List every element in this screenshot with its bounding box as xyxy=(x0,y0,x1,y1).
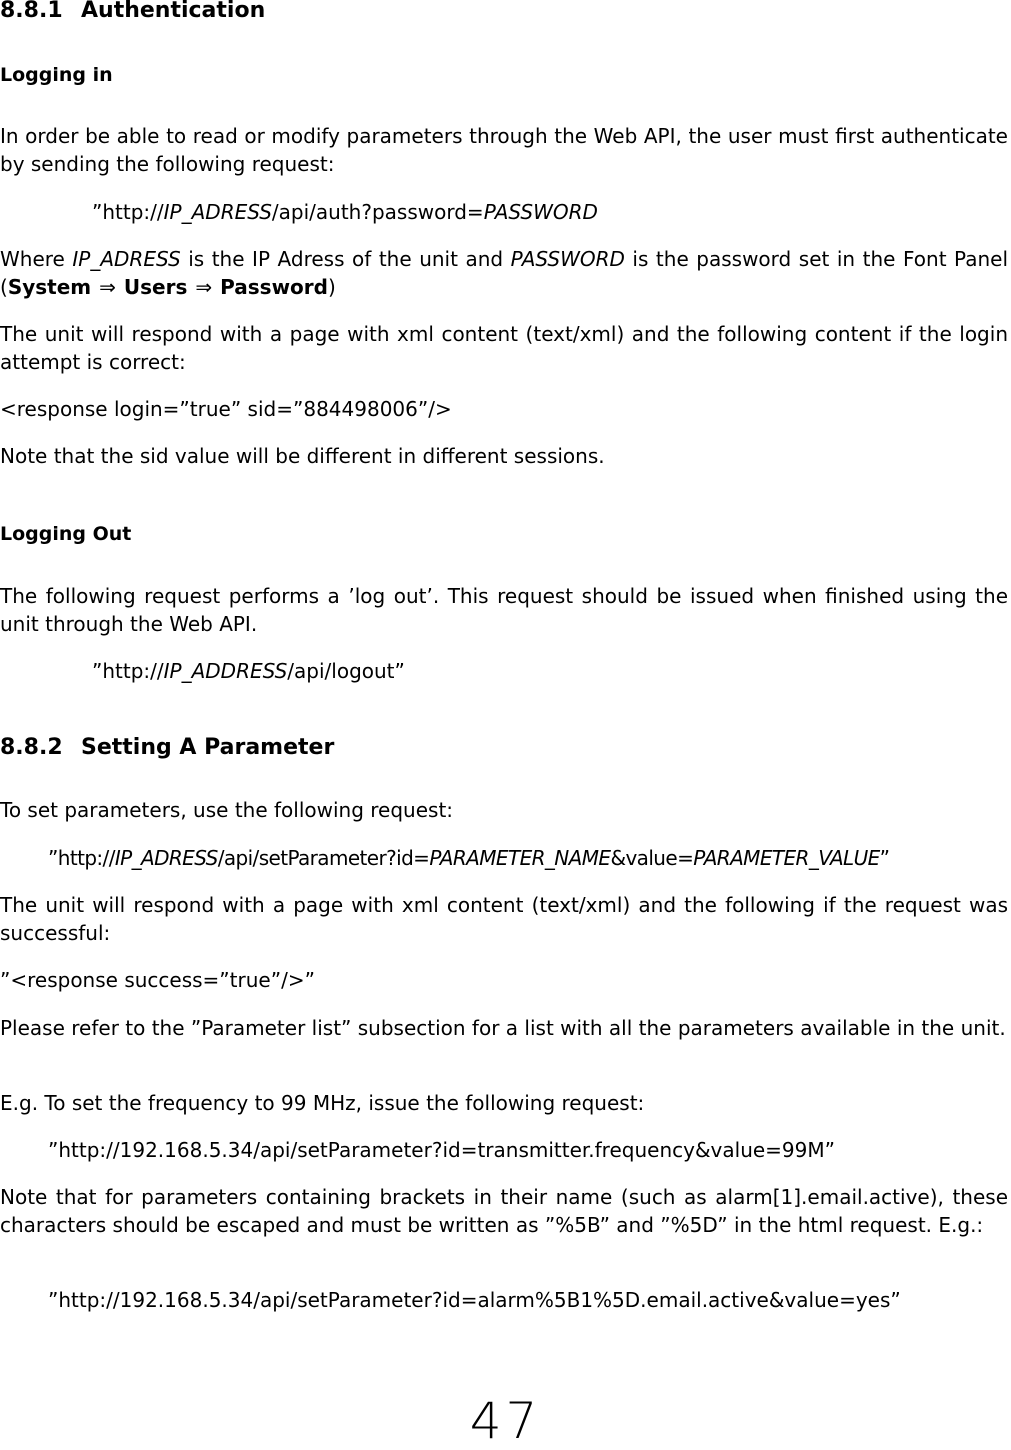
subheading-logging-out: Logging Out xyxy=(0,523,132,545)
where-password: PASSWORD xyxy=(510,247,625,271)
section-title: Setting A Parameter xyxy=(81,735,335,760)
setparam-url-path: /api/setParameter?id= xyxy=(217,846,430,870)
where-text-4: ) xyxy=(327,275,336,299)
example-escaped-url: ”http://192.168.5.34/api/setParameter?id=alarm%5B1%5D.email.active&value=yes” xyxy=(48,1288,901,1312)
menu-users: Users xyxy=(123,275,188,299)
login-response-paragraph: The unit will respond with a page with xml content (text/xml) and the following content if the login attempt is correct: xyxy=(0,322,1008,374)
logout-url-path: /api/logout” xyxy=(287,659,405,683)
setparam-url-value-placeholder: PARAMETER_VALUE xyxy=(693,846,880,870)
setparam-url-prefix: ”http:// xyxy=(48,846,115,870)
menu-system: System xyxy=(7,275,92,299)
section-title: Authentication xyxy=(81,0,266,23)
where-text-1: Where xyxy=(0,247,73,271)
where-ip: IP_ADRESS xyxy=(72,247,181,271)
login-response-xml: <response login=”true” sid=”884498006”/> xyxy=(0,397,452,421)
subheading-logging-in: Logging in xyxy=(0,64,113,86)
setparam-url xyxy=(0,844,1011,872)
setparam-url-ip-placeholder: IP_ADRESS xyxy=(114,846,218,870)
example-frequency-url: ”http://192.168.5.34/api/setParameter?id=transmitter.frequency&value=99M” xyxy=(48,1138,836,1162)
section-number: 8.8.2 xyxy=(0,735,63,760)
parameter-list-reference: Please refer to the ”Parameter list” subsection for a list with all the parameters available in the unit. xyxy=(0,1016,1006,1040)
auth-url-ip-placeholder: IP_ADRESS xyxy=(163,200,272,224)
section-heading-8-8-2 xyxy=(0,735,1008,761)
setparam-url-name-placeholder: PARAMETER_NAME xyxy=(429,846,611,870)
auth-url-prefix: http:// xyxy=(102,200,164,224)
setparam-response-xml: ”<response success=”true”/>” xyxy=(0,968,315,992)
menu-arrow-icon: ⇒ xyxy=(195,275,213,299)
example-intro: E.g. To set the frequency to 99 MHz, issue the following request: xyxy=(0,1091,645,1115)
auth-url-path: /api/auth?password= xyxy=(271,200,484,224)
logout-url-prefix: ”http:// xyxy=(92,659,164,683)
menu-arrow-icon: ⇒ xyxy=(99,275,116,299)
where-paragraph xyxy=(0,245,1008,301)
escape-brackets-note: Note that for parameters containing brackets in their name (such as alarm[1].email.active), these characters should be escaped and must be written as ”%5B” and ”%5D” in the html request. E.g.: xyxy=(0,1185,1008,1237)
auth-url-password-placeholder: PASSWORD xyxy=(483,200,598,224)
menu-password: Password xyxy=(220,275,328,299)
setparam-response-paragraph: The unit will respond with a page with xml content (text/xml) and the following if the request was successful: xyxy=(0,893,1008,945)
auth-url xyxy=(0,198,1011,226)
sid-note: Note that the sid value will be different in different sessions. xyxy=(0,444,605,468)
login-intro-paragraph: In order be able to read or modify parameters through the Web API, the user must first authenticate by sending the following request: xyxy=(0,124,1008,176)
setparam-intro: To set parameters, use the following request: xyxy=(0,798,454,822)
logout-paragraph: The following request performs a ’log out’. This request should be issued when finished using the unit through the Web API. xyxy=(0,584,1008,636)
logout-url xyxy=(0,657,1011,685)
auth-url-quote: ” xyxy=(92,200,103,224)
section-number: 8.8.1 xyxy=(0,0,63,23)
logout-url-ip-placeholder: IP_ADDRESS xyxy=(163,659,288,683)
setparam-url-value-key: &value= xyxy=(610,846,694,870)
section-heading-8-8-1 xyxy=(0,0,1008,24)
page-number: 47 xyxy=(469,1392,542,1450)
where-text-3: is the password set in the Font Panel ( xyxy=(0,247,1009,299)
setparam-url-quote: ” xyxy=(879,846,890,870)
where-text-2: is the IP Adress of the unit and xyxy=(180,247,511,271)
